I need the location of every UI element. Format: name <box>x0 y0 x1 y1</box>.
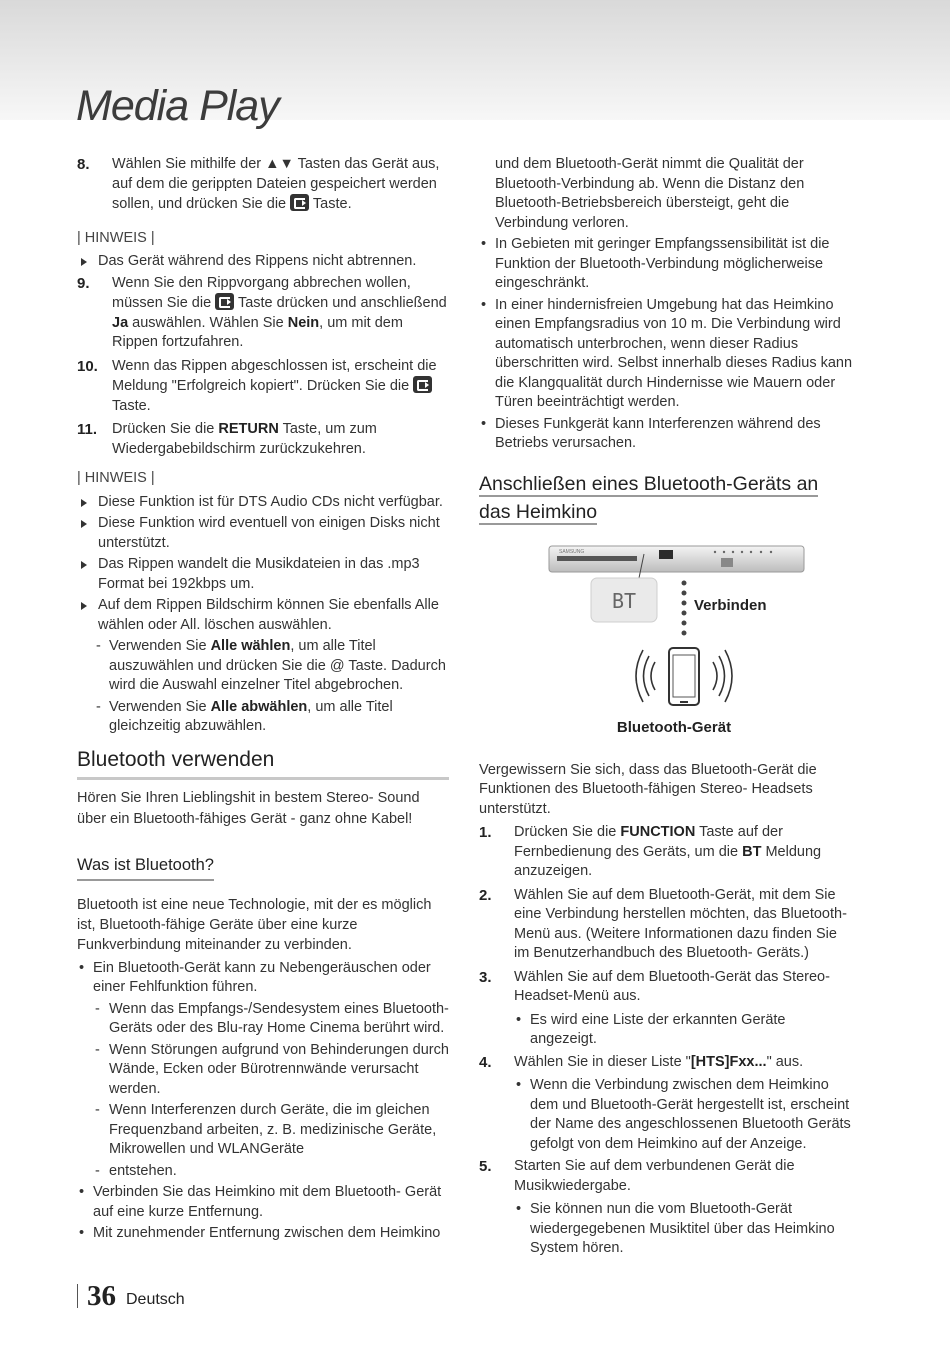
step-number: 9. <box>77 274 90 292</box>
dash-item <box>77 1041 449 1100</box>
step-text: Wählen Sie mithilfe der ▲▼ Tasten das Gerät aus, auf dem die gerippten Dateien gespeichert werden sollen, und drücken Sie die <box>112 156 440 212</box>
dash-text: Wenn Interferenzen durch Geräte, die im gleichen Frequenzband arbeiten, z. B. medizinische Geräte, Mikrowellen und WLANGeräte <box>109 1102 437 1157</box>
step-text: " aus. <box>766 1053 804 1070</box>
arrow-icon <box>81 561 87 569</box>
page-title: Media Play <box>76 82 279 130</box>
step-text: Wenn Sie den Rippvorgang abbrechen wollen, müssen Sie die <box>112 274 411 311</box>
note-text: Verwenden Sie <box>109 638 211 654</box>
note-subitem <box>77 698 449 737</box>
step-text: Drücken Sie die <box>514 824 621 840</box>
step-number: 4. <box>479 1053 492 1071</box>
note-text: Diese Funktion ist für DTS Audio CDs nicht verfügbar. <box>98 493 443 510</box>
bold-term: Ja <box>112 314 129 331</box>
step-text: Wählen Sie auf dem Bluetooth-Gerät, mit dem Sie eine Verbindung herstellen möchten, das Bluetooth-Menü aus. (Weitere Informationen dazu finden Sie im Benutzerhandbuch des Bluetooth- Geräts.) <box>514 886 847 961</box>
step-text: Taste, um zum Wiedergabebildschirm zurückzukehren. <box>112 421 377 457</box>
bold-term: FUNCTION <box>620 824 696 840</box>
section-title: Bluetooth verwenden <box>77 747 449 780</box>
sub-bullet-item <box>479 1076 854 1154</box>
note-item <box>77 555 449 594</box>
bullet-text: In Gebieten mit geringer Empfangssensibilität ist die Funktion der Bluetooth-Verbindung möglicherweise eingeschränkt. <box>495 236 830 291</box>
step-8 <box>77 155 449 215</box>
step-text: Wählen Sie auf dem Bluetooth-Gerät das Stereo-Headset-Menü aus. <box>514 968 830 1004</box>
bullet-marker: • <box>481 296 487 313</box>
dash-marker: - <box>96 638 101 654</box>
note-text: Verwenden Sie <box>109 698 211 715</box>
sub-bullet-item <box>479 1200 854 1259</box>
enter-button-icon <box>413 376 432 393</box>
brand-label: SAMSUNG <box>559 548 585 555</box>
step-2 <box>479 886 854 964</box>
bold-term: Nein <box>287 314 320 331</box>
section-title-text: Anschließen eines Bluetooth-Geräts an das Heimkino <box>479 472 819 523</box>
note-text: Das Gerät während des Rippens nicht abtrennen. <box>98 253 417 269</box>
step-number: 3. <box>479 968 492 986</box>
right-column <box>479 155 854 1262</box>
note-subitem <box>77 637 449 696</box>
language-label: Deutsch <box>126 1291 185 1308</box>
note-text: Diese Funktion wird eventuell von einigen Disks nicht unterstützt. <box>98 515 440 551</box>
section-title <box>479 470 854 526</box>
step-text: Wenn das Rippen abgeschlossen ist, erscheint die Meldung "Erfolgreich kopiert". Drücken Sie die <box>112 357 437 394</box>
step-text: Taste. <box>309 196 352 212</box>
note-text: , um alle Titel auszuwählen und drücken Sie die @ Taste. Dadurch wird die Auswahl einzelner Titel abgebrochen. <box>109 638 446 693</box>
left-column <box>77 155 449 1246</box>
bt-display-icon <box>591 578 657 622</box>
step-text: Taste drücken und anschließend <box>234 295 447 311</box>
step-number: 2. <box>479 886 492 904</box>
bullet-marker: • <box>79 1184 85 1200</box>
step-text: Wählen Sie in dieser Liste " <box>514 1053 691 1070</box>
bt-display-text: BT <box>611 588 637 613</box>
step-text: Starten Sie auf dem verbundenen Gerät die Musikwiedergabe. <box>514 1158 795 1194</box>
arrow-icon <box>81 520 87 528</box>
bullet-marker: • <box>481 415 487 432</box>
note-heading: | HINWEIS | <box>77 229 155 246</box>
note-text: , um alle Titel gleichzeitig abzuwählen. <box>109 698 393 734</box>
continued-paragraph: und dem Bluetooth-Gerät nimmt die Qualität der Bluetooth-Verbindung ab. Wenn die Distanz den Bluetooth-Betriebsbereich übersteigt, geht die Verbindung verloren. <box>495 156 805 231</box>
bullet-text: Ein Bluetooth-Gerät kann zu Nebengeräuschen oder einer Fehlfunktion führen. <box>93 959 431 995</box>
device-label: Bluetooth-Gerät <box>616 718 732 736</box>
dash-text: Wenn das Empfangs-/Sendesystem eines Bluetooth-Geräts oder des Blu-ray Home Cinema berührt wird. <box>109 1000 449 1036</box>
step-number: 11. <box>77 421 98 438</box>
home-cinema-icon <box>549 546 804 572</box>
arrow-icon <box>81 258 87 266</box>
step-number: 8. <box>77 156 90 173</box>
note-text: Das Rippen wandelt die Musikdateien in das .mp3 Format bei 192kbps um. <box>98 556 420 592</box>
dash-item <box>77 1162 449 1182</box>
note-text: Auf dem Rippen Bildschirm können Sie ebenfalls Alle wählen oder All. löschen auswählen. <box>98 597 439 633</box>
note-item <box>77 252 449 272</box>
step-text: Drücken Sie die <box>112 421 219 437</box>
dash-marker: - <box>95 1162 100 1179</box>
step-number: 5. <box>479 1158 492 1175</box>
connection-diagram-graphic <box>479 536 854 751</box>
page-number: 36 <box>87 1280 116 1312</box>
smartphone-icon <box>669 648 699 705</box>
bullet-marker: • <box>481 236 487 252</box>
dash-item <box>77 1101 449 1160</box>
dash-marker: - <box>96 698 101 715</box>
step-5 <box>479 1157 854 1196</box>
note-item <box>77 493 449 513</box>
body-paragraph: Bluetooth ist eine neue Technologie, mit der es möglich ist, Bluetooth-fähige Geräte über eine kurze Funkverbindung miteinander zu verbinden. <box>77 896 432 953</box>
step-3 <box>479 968 854 1007</box>
dash-marker: - <box>95 1041 100 1058</box>
connection-diagram <box>479 536 854 751</box>
bold-term: Alle abwählen <box>210 698 308 715</box>
bullet-text: Es wird eine Liste der erkannten Geräte angezeigt. <box>530 1011 786 1047</box>
bullet-text: Dieses Funkgerät kann Interferenzen während des Betriebs verursachen. <box>495 415 821 451</box>
dash-text: Wenn Störungen aufgrund von Behinderungen durch Wände, Ecken oder Bürotrennwände verursacht werden. <box>109 1041 449 1097</box>
intro-paragraph: Vergewissern Sie sich, dass das Bluetooth-Gerät die Funktionen des Bluetooth-fähigen Stereo- Headsets unterstützt. <box>479 761 817 817</box>
dash-text: entstehen. <box>109 1162 177 1179</box>
bullet-marker: • <box>516 1011 522 1028</box>
bold-term: RETURN <box>218 421 279 437</box>
step-text: auswählen. Wählen Sie <box>128 314 288 331</box>
bullet-text: In einer hindernisfreien Umgebung hat das Heimkino einen Empfangsradius von 10 m. Die Verbindung wird automatisch unterbrochen, wenn dieser Radius überschritten wird. Selbst innerhalb dieses Radius kann die Klangqualität durch Hindernisse wie Mauern oder Türen beeinträchtigt werden. <box>495 296 853 410</box>
bullet-text: Verbinden Sie das Heimkino mit dem Bluetooth- Gerät auf eine kurze Entfernung. <box>93 1184 442 1220</box>
bullet-marker: • <box>79 959 85 976</box>
bold-term: Alle wählen <box>210 638 291 654</box>
bullet-text: Sie können nun die vom Bluetooth-Gerät wiedergegebenen Musiktitel über das Heimkino System hören. <box>530 1201 835 1256</box>
sub-bullet-item <box>479 1011 854 1050</box>
dash-marker: - <box>95 1000 100 1017</box>
bullet-marker: • <box>79 1225 85 1241</box>
bullet-item <box>479 235 854 294</box>
step-text: Meldung anzuzeigen. <box>514 843 822 879</box>
step-text: Taste auf der Fernbedienung des Geräts, um die <box>514 824 783 860</box>
step-4 <box>479 1053 854 1073</box>
connection-dots <box>682 580 687 635</box>
dash-item <box>77 1000 449 1039</box>
step-text: , um mit dem Rippen fortzufahren. <box>112 314 403 350</box>
bullet-text: Mit zunehmender Entfernung zwischen dem Heimkino <box>93 1225 441 1241</box>
step-11 <box>77 420 449 459</box>
step-1 <box>479 823 854 882</box>
bullet-text: Wenn die Verbindung zwischen dem Heimkino dem und Bluetooth-Gerät hergestellt ist, erscheint der Name des angeschlossenen Bluetooth Geräts gefolgt von dem Heimkino auf der Anzeige. <box>530 1077 851 1152</box>
connect-label: Verbinden <box>694 596 767 614</box>
bullet-marker: • <box>516 1201 522 1217</box>
step-text: Taste. <box>112 397 151 414</box>
note-item <box>77 596 449 635</box>
bullet-marker: • <box>516 1077 522 1093</box>
enter-button-icon <box>290 194 309 211</box>
step-number: 10. <box>77 357 98 375</box>
bullet-item <box>77 959 449 998</box>
bullet-item <box>479 415 854 454</box>
bold-term: BT <box>742 843 762 860</box>
footer-divider <box>77 1284 78 1308</box>
step-number: 1. <box>479 824 492 841</box>
step-9 <box>77 274 449 353</box>
subsection-title: Was ist Bluetooth? <box>77 854 214 881</box>
return-button-icon <box>215 293 234 310</box>
bullet-item <box>479 296 854 413</box>
intro-paragraph: Hören Sie Ihren Lieblingshit in bestem Stereo- Sound über ein Bluetooth-fähiges Gerät - ganz ohne Kabel! <box>77 789 420 827</box>
bold-term: [HTS]Fxx... <box>690 1053 767 1070</box>
note-item <box>77 514 449 553</box>
arrow-icon <box>81 499 87 507</box>
arrow-icon <box>81 602 87 610</box>
step-10 <box>77 357 449 417</box>
bullet-item <box>77 1183 449 1222</box>
dash-marker: - <box>95 1102 100 1118</box>
note-heading: | HINWEIS | <box>77 470 155 486</box>
bullet-item <box>77 1224 449 1244</box>
